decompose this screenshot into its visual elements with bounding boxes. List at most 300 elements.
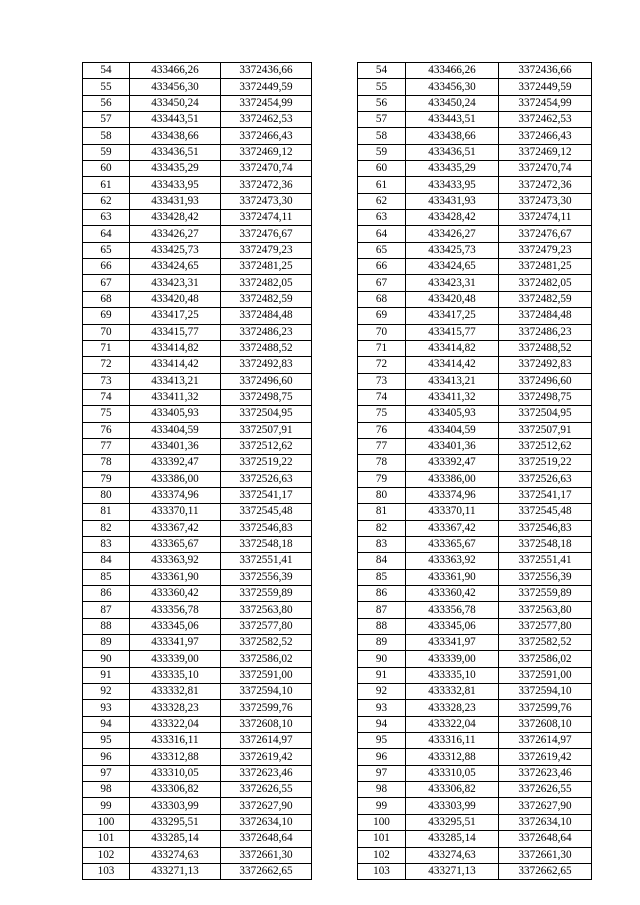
point-number-cell: 71	[358, 340, 406, 356]
x-coordinate-cell: 433365,67	[406, 536, 499, 552]
y-coordinate-cell: 3372498,75	[221, 389, 312, 405]
y-coordinate-cell: 3372582,52	[221, 635, 312, 651]
column-gap	[312, 586, 358, 602]
y-coordinate-cell: 3372472,36	[221, 177, 312, 193]
point-number-cell: 91	[83, 667, 130, 683]
column-gap	[312, 716, 358, 732]
x-coordinate-cell: 433443,51	[406, 112, 499, 128]
table-row	[83, 847, 592, 863]
y-coordinate-cell: 3372498,75	[499, 389, 592, 405]
x-coordinate-cell: 433417,25	[130, 308, 221, 324]
point-number-cell: 59	[83, 144, 130, 160]
column-gap	[312, 373, 358, 389]
x-coordinate-cell: 433386,00	[406, 471, 499, 487]
y-coordinate-cell: 3372474,11	[499, 210, 592, 226]
x-coordinate-cell: 433435,29	[406, 161, 499, 177]
x-coordinate-cell: 433365,67	[130, 536, 221, 552]
column-gap	[312, 684, 358, 700]
point-number-cell: 68	[83, 291, 130, 307]
x-coordinate-cell: 433374,96	[406, 487, 499, 503]
x-coordinate-cell: 433341,97	[130, 635, 221, 651]
column-gap	[312, 602, 358, 618]
y-coordinate-cell: 3372623,46	[221, 765, 312, 781]
x-coordinate-cell: 433374,96	[130, 487, 221, 503]
x-coordinate-cell: 433303,99	[130, 798, 221, 814]
y-coordinate-cell: 3372582,52	[499, 635, 592, 651]
point-number-cell: 57	[83, 112, 130, 128]
point-number-cell: 69	[83, 308, 130, 324]
point-number-cell: 81	[83, 504, 130, 520]
point-number-cell: 96	[83, 749, 130, 765]
x-coordinate-cell: 433425,73	[130, 242, 221, 258]
point-number-cell: 97	[358, 765, 406, 781]
y-coordinate-cell: 3372634,10	[499, 814, 592, 830]
column-gap	[312, 553, 358, 569]
y-coordinate-cell: 3372476,67	[499, 226, 592, 242]
point-number-cell: 103	[83, 863, 130, 879]
x-coordinate-cell: 433404,59	[406, 422, 499, 438]
column-gap	[312, 193, 358, 209]
y-coordinate-cell: 3372614,97	[499, 733, 592, 749]
y-coordinate-cell: 3372661,30	[221, 847, 312, 863]
x-coordinate-cell: 433456,30	[130, 79, 221, 95]
point-number-cell: 93	[358, 700, 406, 716]
x-coordinate-cell: 433438,66	[406, 128, 499, 144]
table-row	[83, 733, 592, 749]
y-coordinate-cell: 3372586,02	[499, 651, 592, 667]
y-coordinate-cell: 3372608,10	[221, 716, 312, 732]
table-row	[83, 63, 592, 79]
x-coordinate-cell: 433411,32	[406, 389, 499, 405]
y-coordinate-cell: 3372496,60	[499, 373, 592, 389]
y-coordinate-cell: 3372556,39	[499, 569, 592, 585]
x-coordinate-cell: 433413,21	[406, 373, 499, 389]
point-number-cell: 60	[83, 161, 130, 177]
y-coordinate-cell: 3372482,59	[221, 291, 312, 307]
point-number-cell: 72	[358, 357, 406, 373]
point-number-cell: 87	[358, 602, 406, 618]
table-row	[83, 455, 592, 471]
point-number-cell: 74	[358, 389, 406, 405]
point-number-cell: 84	[83, 553, 130, 569]
point-number-cell: 73	[358, 373, 406, 389]
x-coordinate-cell: 433405,93	[406, 406, 499, 422]
x-coordinate-cell: 433322,04	[130, 716, 221, 732]
y-coordinate-cell: 3372469,12	[499, 144, 592, 160]
table-row	[83, 569, 592, 585]
x-coordinate-cell: 433274,63	[130, 847, 221, 863]
point-number-cell: 83	[83, 536, 130, 552]
point-number-cell: 66	[83, 259, 130, 275]
point-number-cell: 88	[358, 618, 406, 634]
point-number-cell: 67	[358, 275, 406, 291]
table-row	[83, 324, 592, 340]
x-coordinate-cell: 433310,05	[130, 765, 221, 781]
y-coordinate-cell: 3372454,99	[499, 95, 592, 111]
y-coordinate-cell: 3372634,10	[221, 814, 312, 830]
y-coordinate-cell: 3372470,74	[221, 161, 312, 177]
column-gap	[312, 487, 358, 503]
point-number-cell: 69	[358, 308, 406, 324]
column-gap	[312, 112, 358, 128]
column-gap	[312, 291, 358, 307]
point-number-cell: 100	[358, 814, 406, 830]
point-number-cell: 62	[83, 193, 130, 209]
x-coordinate-cell: 433431,93	[130, 193, 221, 209]
y-coordinate-cell: 3372626,55	[221, 782, 312, 798]
x-coordinate-cell: 433450,24	[130, 95, 221, 111]
y-coordinate-cell: 3372481,25	[499, 259, 592, 275]
y-coordinate-cell: 3372599,76	[499, 700, 592, 716]
y-coordinate-cell: 3372488,52	[221, 340, 312, 356]
y-coordinate-cell: 3372563,80	[221, 602, 312, 618]
y-coordinate-cell: 3372526,63	[221, 471, 312, 487]
y-coordinate-cell: 3372577,80	[499, 618, 592, 634]
point-number-cell: 86	[358, 586, 406, 602]
x-coordinate-cell: 433428,42	[130, 210, 221, 226]
x-coordinate-cell: 433271,13	[406, 863, 499, 879]
x-coordinate-cell: 433339,00	[130, 651, 221, 667]
coordinates-table-body	[83, 63, 592, 880]
y-coordinate-cell: 3372614,97	[221, 733, 312, 749]
x-coordinate-cell: 433332,81	[130, 684, 221, 700]
table-row	[83, 357, 592, 373]
x-coordinate-cell: 433361,90	[406, 569, 499, 585]
x-coordinate-cell: 433285,14	[406, 831, 499, 847]
x-coordinate-cell: 433423,31	[406, 275, 499, 291]
table-row	[83, 226, 592, 242]
y-coordinate-cell: 3372599,76	[221, 700, 312, 716]
point-number-cell: 70	[358, 324, 406, 340]
point-number-cell: 85	[358, 569, 406, 585]
x-coordinate-cell: 433426,27	[130, 226, 221, 242]
table-row	[83, 144, 592, 160]
column-gap	[312, 700, 358, 716]
x-coordinate-cell: 433424,65	[406, 259, 499, 275]
column-gap	[312, 847, 358, 863]
y-coordinate-cell: 3372504,95	[499, 406, 592, 422]
point-number-cell: 92	[358, 684, 406, 700]
point-number-cell: 80	[358, 487, 406, 503]
x-coordinate-cell: 433356,78	[130, 602, 221, 618]
column-gap	[312, 798, 358, 814]
point-number-cell: 55	[83, 79, 130, 95]
column-gap	[312, 161, 358, 177]
y-coordinate-cell: 3372551,41	[221, 553, 312, 569]
table-row	[83, 193, 592, 209]
y-coordinate-cell: 3372488,52	[499, 340, 592, 356]
y-coordinate-cell: 3372586,02	[221, 651, 312, 667]
y-coordinate-cell: 3372662,65	[221, 863, 312, 879]
y-coordinate-cell: 3372619,42	[221, 749, 312, 765]
table-row	[83, 471, 592, 487]
point-number-cell: 62	[358, 193, 406, 209]
x-coordinate-cell: 433466,26	[406, 63, 499, 79]
x-coordinate-cell: 433405,93	[130, 406, 221, 422]
table-row	[83, 716, 592, 732]
table-row	[83, 684, 592, 700]
y-coordinate-cell: 3372436,66	[221, 63, 312, 79]
x-coordinate-cell: 433392,47	[130, 455, 221, 471]
table-row	[83, 765, 592, 781]
table-row	[83, 79, 592, 95]
x-coordinate-cell: 433404,59	[130, 422, 221, 438]
point-number-cell: 102	[358, 847, 406, 863]
y-coordinate-cell: 3372563,80	[499, 602, 592, 618]
point-number-cell: 56	[83, 95, 130, 111]
y-coordinate-cell: 3372474,11	[221, 210, 312, 226]
x-coordinate-cell: 433450,24	[406, 95, 499, 111]
point-number-cell: 81	[358, 504, 406, 520]
point-number-cell: 88	[83, 618, 130, 634]
x-coordinate-cell: 433306,82	[406, 782, 499, 798]
point-number-cell: 89	[358, 635, 406, 651]
y-coordinate-cell: 3372648,64	[499, 831, 592, 847]
y-coordinate-cell: 3372466,43	[499, 128, 592, 144]
x-coordinate-cell: 433425,73	[406, 242, 499, 258]
point-number-cell: 56	[358, 95, 406, 111]
point-number-cell: 55	[358, 79, 406, 95]
point-number-cell: 54	[358, 63, 406, 79]
table-row	[83, 553, 592, 569]
y-coordinate-cell: 3372594,10	[499, 684, 592, 700]
column-gap	[312, 569, 358, 585]
y-coordinate-cell: 3372556,39	[221, 569, 312, 585]
point-number-cell: 77	[358, 438, 406, 454]
y-coordinate-cell: 3372541,17	[221, 487, 312, 503]
column-gap	[312, 389, 358, 405]
point-number-cell: 63	[83, 210, 130, 226]
point-number-cell: 73	[83, 373, 130, 389]
y-coordinate-cell: 3372484,48	[499, 308, 592, 324]
point-number-cell: 84	[358, 553, 406, 569]
x-coordinate-cell: 433285,14	[130, 831, 221, 847]
y-coordinate-cell: 3372648,64	[221, 831, 312, 847]
y-coordinate-cell: 3372472,36	[499, 177, 592, 193]
column-gap	[312, 765, 358, 781]
table-row	[83, 782, 592, 798]
table-row	[83, 291, 592, 307]
table-row	[83, 536, 592, 552]
point-number-cell: 89	[83, 635, 130, 651]
point-number-cell: 87	[83, 602, 130, 618]
x-coordinate-cell: 433414,82	[406, 340, 499, 356]
x-coordinate-cell: 433436,51	[406, 144, 499, 160]
table-row	[83, 586, 592, 602]
y-coordinate-cell: 3372541,17	[499, 487, 592, 503]
y-coordinate-cell: 3372484,48	[221, 308, 312, 324]
x-coordinate-cell: 433328,23	[130, 700, 221, 716]
point-number-cell: 90	[83, 651, 130, 667]
x-coordinate-cell: 433431,93	[406, 193, 499, 209]
column-gap	[312, 226, 358, 242]
y-coordinate-cell: 3372519,22	[499, 455, 592, 471]
y-coordinate-cell: 3372507,91	[499, 422, 592, 438]
y-coordinate-cell: 3372504,95	[221, 406, 312, 422]
y-coordinate-cell: 3372619,42	[499, 749, 592, 765]
column-gap	[312, 635, 358, 651]
point-number-cell: 101	[83, 831, 130, 847]
point-number-cell: 70	[83, 324, 130, 340]
x-coordinate-cell: 433316,11	[406, 733, 499, 749]
x-coordinate-cell: 433312,88	[406, 749, 499, 765]
y-coordinate-cell: 3372481,25	[221, 259, 312, 275]
point-number-cell: 78	[358, 455, 406, 471]
column-gap	[312, 520, 358, 536]
table-row	[83, 161, 592, 177]
y-coordinate-cell: 3372482,05	[221, 275, 312, 291]
x-coordinate-cell: 433420,48	[406, 291, 499, 307]
x-coordinate-cell: 433370,11	[130, 504, 221, 520]
point-number-cell: 77	[83, 438, 130, 454]
coordinates-table	[82, 62, 592, 880]
table-row	[83, 406, 592, 422]
x-coordinate-cell: 433411,32	[130, 389, 221, 405]
point-number-cell: 75	[358, 406, 406, 422]
point-number-cell: 90	[358, 651, 406, 667]
point-number-cell: 79	[83, 471, 130, 487]
table-row	[83, 422, 592, 438]
x-coordinate-cell: 433433,95	[130, 177, 221, 193]
point-number-cell: 59	[358, 144, 406, 160]
x-coordinate-cell: 433303,99	[406, 798, 499, 814]
column-gap	[312, 782, 358, 798]
table-row	[83, 798, 592, 814]
table-row	[83, 618, 592, 634]
column-gap	[312, 63, 358, 79]
point-number-cell: 67	[83, 275, 130, 291]
y-coordinate-cell: 3372479,23	[221, 242, 312, 258]
y-coordinate-cell: 3372473,30	[499, 193, 592, 209]
x-coordinate-cell: 433386,00	[130, 471, 221, 487]
table-row	[83, 635, 592, 651]
x-coordinate-cell: 433414,42	[406, 357, 499, 373]
table-row	[83, 438, 592, 454]
column-gap	[312, 210, 358, 226]
table-row	[83, 275, 592, 291]
x-coordinate-cell: 433361,90	[130, 569, 221, 585]
table-row	[83, 308, 592, 324]
point-number-cell: 92	[83, 684, 130, 700]
x-coordinate-cell: 433295,51	[130, 814, 221, 830]
y-coordinate-cell: 3372507,91	[221, 422, 312, 438]
x-coordinate-cell: 433360,42	[406, 586, 499, 602]
point-number-cell: 66	[358, 259, 406, 275]
point-number-cell: 68	[358, 291, 406, 307]
point-number-cell: 101	[358, 831, 406, 847]
table-row	[83, 749, 592, 765]
y-coordinate-cell: 3372512,62	[499, 438, 592, 454]
point-number-cell: 102	[83, 847, 130, 863]
y-coordinate-cell: 3372548,18	[499, 536, 592, 552]
point-number-cell: 83	[358, 536, 406, 552]
x-coordinate-cell: 433417,25	[406, 308, 499, 324]
column-gap	[312, 618, 358, 634]
column-gap	[312, 242, 358, 258]
column-gap	[312, 651, 358, 667]
column-gap	[312, 733, 358, 749]
point-number-cell: 54	[83, 63, 130, 79]
x-coordinate-cell: 433322,04	[406, 716, 499, 732]
x-coordinate-cell: 433443,51	[130, 112, 221, 128]
column-gap	[312, 308, 358, 324]
table-row	[83, 651, 592, 667]
table-row	[83, 95, 592, 111]
y-coordinate-cell: 3372470,74	[499, 161, 592, 177]
x-coordinate-cell: 433423,31	[130, 275, 221, 291]
x-coordinate-cell: 433420,48	[130, 291, 221, 307]
table-row	[83, 667, 592, 683]
x-coordinate-cell: 433274,63	[406, 847, 499, 863]
point-number-cell: 76	[358, 422, 406, 438]
x-coordinate-cell: 433363,92	[406, 553, 499, 569]
column-gap	[312, 357, 358, 373]
column-gap	[312, 422, 358, 438]
x-coordinate-cell: 433401,36	[406, 438, 499, 454]
y-coordinate-cell: 3372526,63	[499, 471, 592, 487]
x-coordinate-cell: 433401,36	[130, 438, 221, 454]
y-coordinate-cell: 3372627,90	[499, 798, 592, 814]
point-number-cell: 85	[83, 569, 130, 585]
table-row	[83, 831, 592, 847]
y-coordinate-cell: 3372591,00	[221, 667, 312, 683]
x-coordinate-cell: 433414,82	[130, 340, 221, 356]
x-coordinate-cell: 433306,82	[130, 782, 221, 798]
column-gap	[312, 259, 358, 275]
point-number-cell: 75	[83, 406, 130, 422]
column-gap	[312, 536, 358, 552]
y-coordinate-cell: 3372519,22	[221, 455, 312, 471]
column-gap	[312, 667, 358, 683]
y-coordinate-cell: 3372449,59	[221, 79, 312, 95]
point-number-cell: 97	[83, 765, 130, 781]
x-coordinate-cell: 433339,00	[406, 651, 499, 667]
point-number-cell: 65	[358, 242, 406, 258]
column-gap	[312, 504, 358, 520]
y-coordinate-cell: 3372462,53	[499, 112, 592, 128]
point-number-cell: 99	[358, 798, 406, 814]
table-row	[83, 487, 592, 503]
y-coordinate-cell: 3372623,46	[499, 765, 592, 781]
point-number-cell: 95	[358, 733, 406, 749]
x-coordinate-cell: 433435,29	[130, 161, 221, 177]
point-number-cell: 86	[83, 586, 130, 602]
column-gap	[312, 275, 358, 291]
x-coordinate-cell: 433363,92	[130, 553, 221, 569]
y-coordinate-cell: 3372559,89	[499, 586, 592, 602]
x-coordinate-cell: 433316,11	[130, 733, 221, 749]
column-gap	[312, 814, 358, 830]
y-coordinate-cell: 3372591,00	[499, 667, 592, 683]
y-coordinate-cell: 3372492,83	[499, 357, 592, 373]
y-coordinate-cell: 3372482,59	[499, 291, 592, 307]
y-coordinate-cell: 3372479,23	[499, 242, 592, 258]
y-coordinate-cell: 3372466,43	[221, 128, 312, 144]
y-coordinate-cell: 3372482,05	[499, 275, 592, 291]
y-coordinate-cell: 3372546,83	[221, 520, 312, 536]
point-number-cell: 58	[358, 128, 406, 144]
y-coordinate-cell: 3372496,60	[221, 373, 312, 389]
y-coordinate-cell: 3372486,23	[499, 324, 592, 340]
x-coordinate-cell: 433328,23	[406, 700, 499, 716]
point-number-cell: 58	[83, 128, 130, 144]
point-number-cell: 61	[83, 177, 130, 193]
y-coordinate-cell: 3372449,59	[499, 79, 592, 95]
column-gap	[312, 438, 358, 454]
column-gap	[312, 863, 358, 879]
column-gap	[312, 177, 358, 193]
point-number-cell: 91	[358, 667, 406, 683]
